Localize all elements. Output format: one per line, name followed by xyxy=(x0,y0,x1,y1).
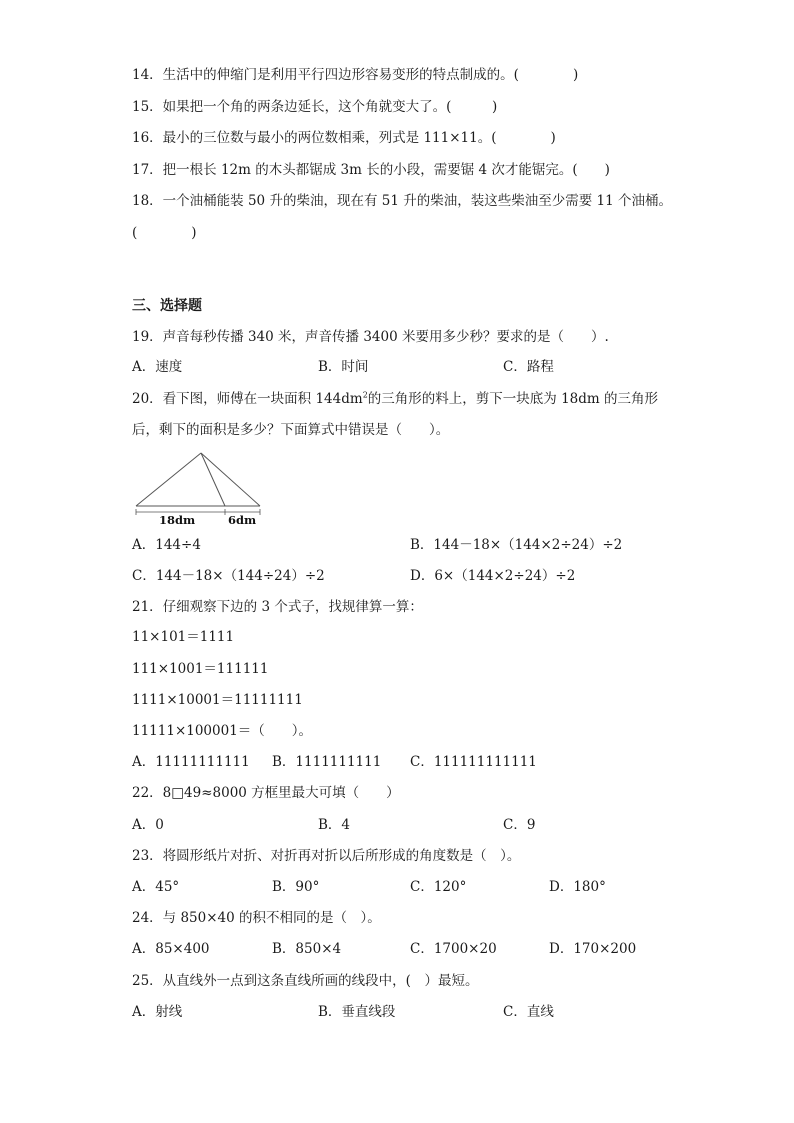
question-19: 19．声音每秒传播 340 米，声音传播 3400 米要用多少秒？要求的是（ ）. xyxy=(132,329,609,345)
q25-option-a: A．射线 xyxy=(132,1004,183,1020)
triangle-diagram xyxy=(134,450,264,526)
q21-option-a: A．11111111111 xyxy=(132,754,250,770)
q20-text-b: 的三角形的料上，剪下一块底为 18dm 的三角形 xyxy=(367,391,658,407)
q20-text-a: 20．看下图，师傅在一块面积 144dm xyxy=(132,391,363,407)
triangle-right-side xyxy=(201,453,260,506)
q20-option-b: B．144－18×（144×2÷24）÷2 xyxy=(410,537,623,553)
q23-option-c: C．120° xyxy=(410,879,467,895)
q19-option-b: B．时间 xyxy=(318,359,369,375)
q21-equation-2: 111×1001＝111111 xyxy=(132,661,269,677)
q20-option-d: D．6×（144×2÷24）÷2 xyxy=(410,568,576,584)
q20-option-a: A．144÷4 xyxy=(132,537,201,553)
triangle-cut-line xyxy=(201,453,225,506)
question-25: 25．从直线外一点到这条直线所画的线段中，( ）最短。 xyxy=(132,973,479,989)
q21-equation-4: 11111×100001＝（ ）。 xyxy=(132,723,313,739)
question-23: 23．将圆形纸片对折、对折再对折以后所形成的角度数是（ ）。 xyxy=(132,848,521,864)
question-20-line1 xyxy=(132,390,658,408)
question-14: 14．生活中的伸缩门是利用平行四边形容易变形的特点制成的。( ) xyxy=(132,67,579,83)
q21-option-b: B．1111111111 xyxy=(272,754,382,770)
q23-option-a: A．45° xyxy=(132,879,180,895)
triangle-left-side xyxy=(136,453,201,506)
q21-equation-1: 11×101＝1111 xyxy=(132,629,235,645)
question-18-blank: ( ) xyxy=(132,225,197,241)
label-18dm: 18dm xyxy=(159,513,196,526)
q21-equation-3: 1111×10001＝11111111 xyxy=(132,692,303,708)
question-24: 24．与 850×40 的积不相同的是（ ）。 xyxy=(132,910,381,926)
label-6dm: 6dm xyxy=(228,513,257,526)
section-title: 三、选择题 xyxy=(132,298,202,314)
q25-option-b: B．垂直线段 xyxy=(318,1004,396,1020)
q23-option-d: D．180° xyxy=(549,879,606,895)
q25-option-c: C．直线 xyxy=(503,1004,554,1020)
question-18: 18．一个油桶能装 50 升的柴油，现在有 51 升的柴油，装这些柴油至少需要 11 个油桶。 xyxy=(132,193,672,209)
q23-option-b: B．90° xyxy=(272,879,320,895)
q19-option-a: A．速度 xyxy=(132,359,183,375)
q22-option-c: C．9 xyxy=(503,817,536,833)
q20-option-c: C．144－18×（144÷24）÷2 xyxy=(132,568,325,584)
q20-superscript: 2 xyxy=(362,390,368,400)
question-17: 17．把一根长 12m 的木头都锯成 3m 长的小段，需要锯 4 次才能锯完。( ) xyxy=(132,162,610,178)
question-21: 21．仔细观察下边的 3 个式子，找规律算一算： xyxy=(132,599,423,615)
question-20-line2: 后，剩下的面积是多少？下面算式中错误是（ ）。 xyxy=(132,422,450,438)
q22-option-b: B．4 xyxy=(318,817,351,833)
question-22: 22．8□49≈8000 方框里最大可填（ ） xyxy=(132,785,400,801)
triangle-figure xyxy=(134,450,264,530)
q24-option-b: B．850×4 xyxy=(272,941,342,957)
q24-option-a: A．85×400 xyxy=(132,941,210,957)
q24-option-d: D．170×200 xyxy=(549,941,637,957)
q19-option-c: C．路程 xyxy=(503,359,554,375)
q22-option-a: A．0 xyxy=(132,817,164,833)
question-15: 15．如果把一个角的两条边延长，这个角就变大了。( ) xyxy=(132,99,498,115)
q24-option-c: C．1700×20 xyxy=(410,941,497,957)
q21-option-c: C．111111111111 xyxy=(410,754,537,770)
question-16: 16．最小的三位数与最小的两位数相乘，列式是 111×11。( ) xyxy=(132,130,556,146)
